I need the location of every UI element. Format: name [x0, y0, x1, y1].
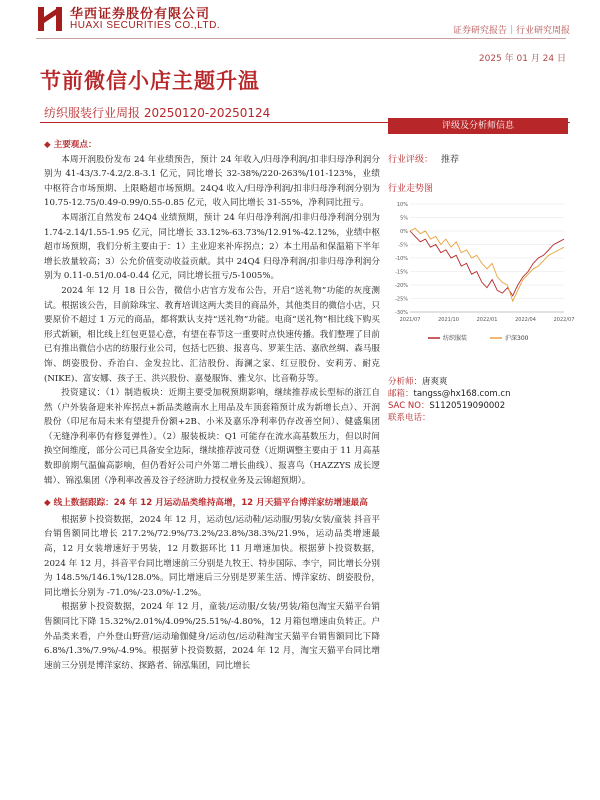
body-paragraph: 2024 年 12 月 18 日公告，微信小店官方发布公告，开启“送礼物”功能的灰度测试。根据该公告，目前除珠宝、教育培训这两大类目的商品外，其他类目的微信小店，只要原价不超过 1 万元的商品，都将默认支持“送礼物”功能。电商“送礼物”相比线下购买形式新颖，相比线上红包更显心意，有望在春节这一重要时点快速传播。我们整理了目前已有推出微信小店的纺服行业公司，包括七匹狼、报喜鸟、罗莱生活、嘉欣丝绸、森马服饰、朗姿股份、乔治白、金发拉比、汇洁股份、海澜之家、红豆股份、安莉芳、耐克(NIKE)、富安娜、孩子王、洪兴股份、嘉曼服饰、雅戈尔、比音勒芬等。 — [44, 285, 380, 384]
analyst-name: 唐爽爽 — [422, 377, 448, 387]
report-type: 证券研究报告｜行业研究周报 — [452, 26, 570, 36]
body-paragraph: 本周浙江自然发布 24Q4 业绩预期，预计 24 年归母净利润/扣非归母净利润分别为 1.74-2.14/1.55-1.95 亿元，同比增长 33.12%-63.73%/12.91%-42.12%，业绩中枢超市场预期，我们分析主要由于：1）主业迎来补库拐点；2）本土用品和保温箱下半年增长放量较高；3）公允价值变动收益贡献。其中 24Q4 归母净利润/扣非归母净利润分别为 0.11-0.51/0.04-0.44 亿元，同比增长扭亏/5-1005%。 — [44, 212, 380, 282]
y-tick-label: -25% — [395, 296, 408, 303]
rating-label: 行业评级： — [388, 155, 434, 165]
y-tick-label: 0% — [400, 229, 408, 235]
section-heading: ◆ 线上数据跟踪：24 年 12 月运动品类维持高增，12 月天猫平台博洋家纺增速最高 — [44, 498, 368, 509]
rating-row — [388, 152, 568, 165]
sac-label: SAC NO： — [388, 401, 430, 411]
analyst-label: 分析师： — [388, 377, 423, 387]
x-tick-label: 2021/10 — [438, 317, 459, 323]
x-tick-label: 2022/01 — [476, 317, 498, 323]
x-tick-label: 2022/07 — [553, 317, 575, 323]
y-tick-label: -20% — [395, 283, 408, 289]
sidebar — [388, 118, 575, 424]
x-tick-label: 2021/07 — [399, 317, 421, 323]
legend-label: 纺织服装 — [443, 335, 468, 342]
y-tick-label: -10% — [395, 256, 408, 262]
body-paragraph: 根据萝卜投资数据，2024 年 12 月，童装/运动服/女装/男装/箱包淘宝天猫平台销售额同比下降 15.32%/2.01%/4.09%/25.51%/-4.80%，12 月箱包增速由负转正。户外品类来看，户外登山野营/运动瑜伽健身/运动包/运动鞋淘宝天猫平台销售额同比下降 6.8%/1.3%/7.9%/-4.9%。根据萝卜投资数据，2024 年 12 月，淘宝天猫平台同比增速前三分别是博洋家纺、探路者、锦泓集团，同比增长 — [44, 602, 380, 671]
rating-value: 推荐 — [441, 155, 460, 165]
y-tick-label: -5% — [398, 242, 408, 249]
report-date: 2025 年 01 月 24 日 — [478, 54, 566, 64]
phone-label: 联系电话： — [388, 413, 431, 423]
email-label: 邮箱： — [388, 389, 414, 399]
series-line — [410, 228, 564, 301]
y-tick-label: -30% — [395, 310, 408, 316]
report-subtitle: 纺织服装行业周报 20250120-20250124 — [44, 106, 271, 120]
legend-label: 沪深300 — [505, 335, 529, 342]
sidebar-header: 评级及分析师信息 — [388, 118, 568, 134]
analyst-info — [388, 376, 568, 424]
chart-title: 行业走势图 — [388, 184, 434, 194]
huaxi-logo-icon — [36, 5, 64, 33]
report-body — [44, 138, 380, 673]
company-name-en: HUAXI SECURITIES CO.,LTD. — [70, 20, 221, 31]
y-tick-label: 10% — [396, 202, 408, 208]
sac-value: S1120519090002 — [429, 401, 506, 411]
y-tick-label: -15% — [395, 269, 408, 276]
report-title: 节前微信小店主题升温 — [40, 69, 260, 93]
industry-trend-chart — [388, 200, 575, 350]
body-paragraph: 投资建议：（1）制造板块：近期主要受加税预期影响，继续推荐成长型标的浙江自然（户外装备迎来补库拐点+新品类越南水上用品及车顶套箱预计成为新增长点）、开润股份（印尼布局未来有望提升份额+2B、小米及嘉乐净利率仍存改善空间）、健盛集团（无缝净利率仍有修复弹性）。（2）服装板块：Q1 可能存在流水高基数压力，但以时间换空间维度，部分公司已具备安全边际，继续推荐波司登（近期调整主要由于 11 月高基数即前期气温偏高影响，但仍看好公司户外第二增长曲线）、报喜鸟（HAZZYS 成长逻辑）、锦泓集团（净利率改善及谷子经济助力授权业务及云锦超预期）。 — [44, 388, 380, 486]
email-value[interactable]: tangss@hx168.com.cn — [413, 389, 511, 399]
y-tick-label: 5% — [400, 215, 408, 222]
header-divider — [36, 38, 566, 39]
company-name-cn: 华西证券股份有限公司 — [70, 7, 211, 22]
key-points-heading: ◆ 主要观点： — [44, 140, 97, 150]
page-header — [0, 0, 600, 40]
body-paragraph: 根据萝卜投资数据，2024 年 12 月，运动包/运动鞋/运动服/男装/女装/童装 抖音平台销售额同比增长 217.2%/72.9%/73.2%/23.8%/38.3%/21.9%，运动品类增速最高，12 月女装增速好于男装，12 月数据环比 11 月增速加快。根据萝卜投资数据，2024 年 12 月，抖音平台同比增速前三分别是九牧王、特步国际、李宁，同比增长分别为 148.5%/146.1%/128.0%。同比增速后三分别是罗莱生活、博洋家纺、朗姿股份，同比增长分别为 -71.0%/-23.0%/-1.2%。 — [44, 514, 380, 598]
x-tick-label: 2022/04 — [515, 317, 536, 323]
body-paragraph: 本周开润股份发布 24 年业绩预告，预计 24 年收入/归母净利润/扣非归母净利润分别为 41-43/3.7-4.2/2.8-3.1 亿元，同比增长 32-38%/220-263%/101-123%，业绩中枢符合市场预期、上限略超市场预期。24Q4 收入/归母净利润/扣非归母净利润分别为 10.75-12.75/0.49-0.99/0.55-0.85 亿元，收入同比增长 31-55%，净利同比扭亏。 — [44, 154, 380, 209]
